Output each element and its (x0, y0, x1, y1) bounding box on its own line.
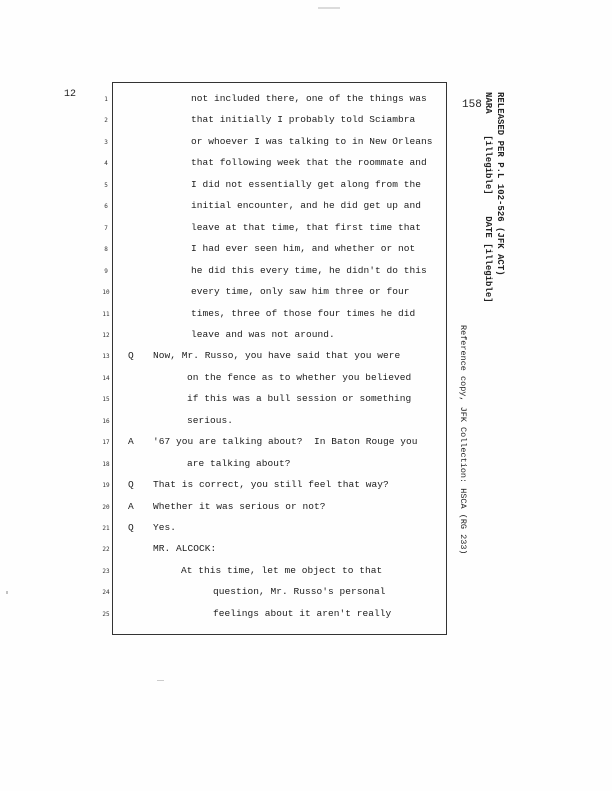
line-number: 7 (104, 225, 108, 232)
page-number: 158 (462, 99, 482, 111)
transcript-line-text: At this time, let me object to that (181, 565, 383, 576)
line-number: 13 (102, 353, 110, 360)
transcript-line-text: on the fence as to whether you believed (187, 372, 412, 383)
transcript-line-text: Now, Mr. Russo, you have said that you were (153, 350, 401, 361)
speaker-label: A (128, 501, 134, 512)
line-number: 15 (102, 396, 110, 403)
line-number: 16 (102, 418, 110, 425)
line-number: 22 (102, 546, 110, 553)
line-number: 25 (102, 611, 110, 618)
line-number: 5 (104, 182, 108, 189)
scan-smudge (318, 7, 340, 9)
transcript-line-text: or whoever I was talking to in New Orleans (191, 136, 433, 147)
page-mark: 12 (64, 89, 77, 100)
line-number: 12 (102, 332, 110, 339)
line-number: 23 (102, 568, 110, 575)
transcript-line-text: serious. (187, 415, 234, 426)
transcript-line-text: times, three of those four times he did (191, 308, 416, 319)
line-number: 19 (102, 482, 110, 489)
transcript-line-text: I had ever seen him, and whether or not (191, 243, 416, 254)
speaker-label: Q (128, 350, 134, 361)
transcript-line-text: are talking about? (187, 458, 291, 469)
transcript-line-text: question, Mr. Russo's personal (213, 586, 386, 597)
line-number: 20 (102, 504, 110, 511)
scan-smudge (157, 680, 164, 681)
line-number: 2 (104, 117, 108, 124)
transcript-line-text: he did this every time, he didn't do this (191, 265, 427, 276)
transcript-line-text: initial encounter, and he did get up and (191, 200, 422, 211)
speaker-label: Q (128, 522, 134, 533)
line-number: 4 (104, 160, 108, 167)
transcript-line-text: not included there, one of the things was (191, 93, 427, 104)
transcript-line-text: That is correct, you still feel that way? (153, 479, 389, 490)
transcript-line-text: Yes. (153, 522, 177, 533)
line-number: 11 (102, 311, 110, 318)
transcript-line-text: Whether it was serious or not? (153, 501, 326, 512)
transcript-line-text: if this was a bull session or something (187, 393, 412, 404)
scan-smudge (6, 591, 8, 594)
transcript-line-text: '67 you are talking about? In Baton Rouge you (153, 436, 418, 447)
line-number: 14 (102, 375, 110, 382)
line-number: 18 (102, 461, 110, 468)
line-number: 3 (104, 139, 108, 146)
reference-note: Reference copy, JFK Collection: HSCA (RG 233) (458, 325, 468, 555)
line-number: 1 (104, 96, 108, 103)
transcript-line-text: that initially I probably told Sciambra (191, 114, 416, 125)
line-number: 10 (102, 289, 110, 296)
line-number: 21 (102, 525, 110, 532)
transcript-line-text: leave at that time, that first time that (191, 222, 422, 233)
transcript-line-text: feelings about it aren't really (213, 608, 392, 619)
transcript-line-text: that following week that the roommate and (191, 157, 427, 168)
transcript-line-text: leave and was not around. (191, 329, 335, 340)
release-stamp: RELEASED PER P.L 102-526 (JFK ACT) NARA [illegible] DATE [illegible] (483, 92, 505, 303)
line-number: 6 (104, 203, 108, 210)
line-number: 24 (102, 589, 110, 596)
speaker-label: Q (128, 479, 134, 490)
line-number: 9 (104, 268, 108, 275)
speaker-label: A (128, 436, 134, 447)
transcript-line-text: I did not essentially get along from the (191, 179, 422, 190)
line-number: 8 (104, 246, 108, 253)
transcript-line-text: MR. ALCOCK: (153, 543, 217, 554)
transcript-line-text: every time, only saw him three or four (191, 286, 410, 297)
line-number: 17 (102, 439, 110, 446)
